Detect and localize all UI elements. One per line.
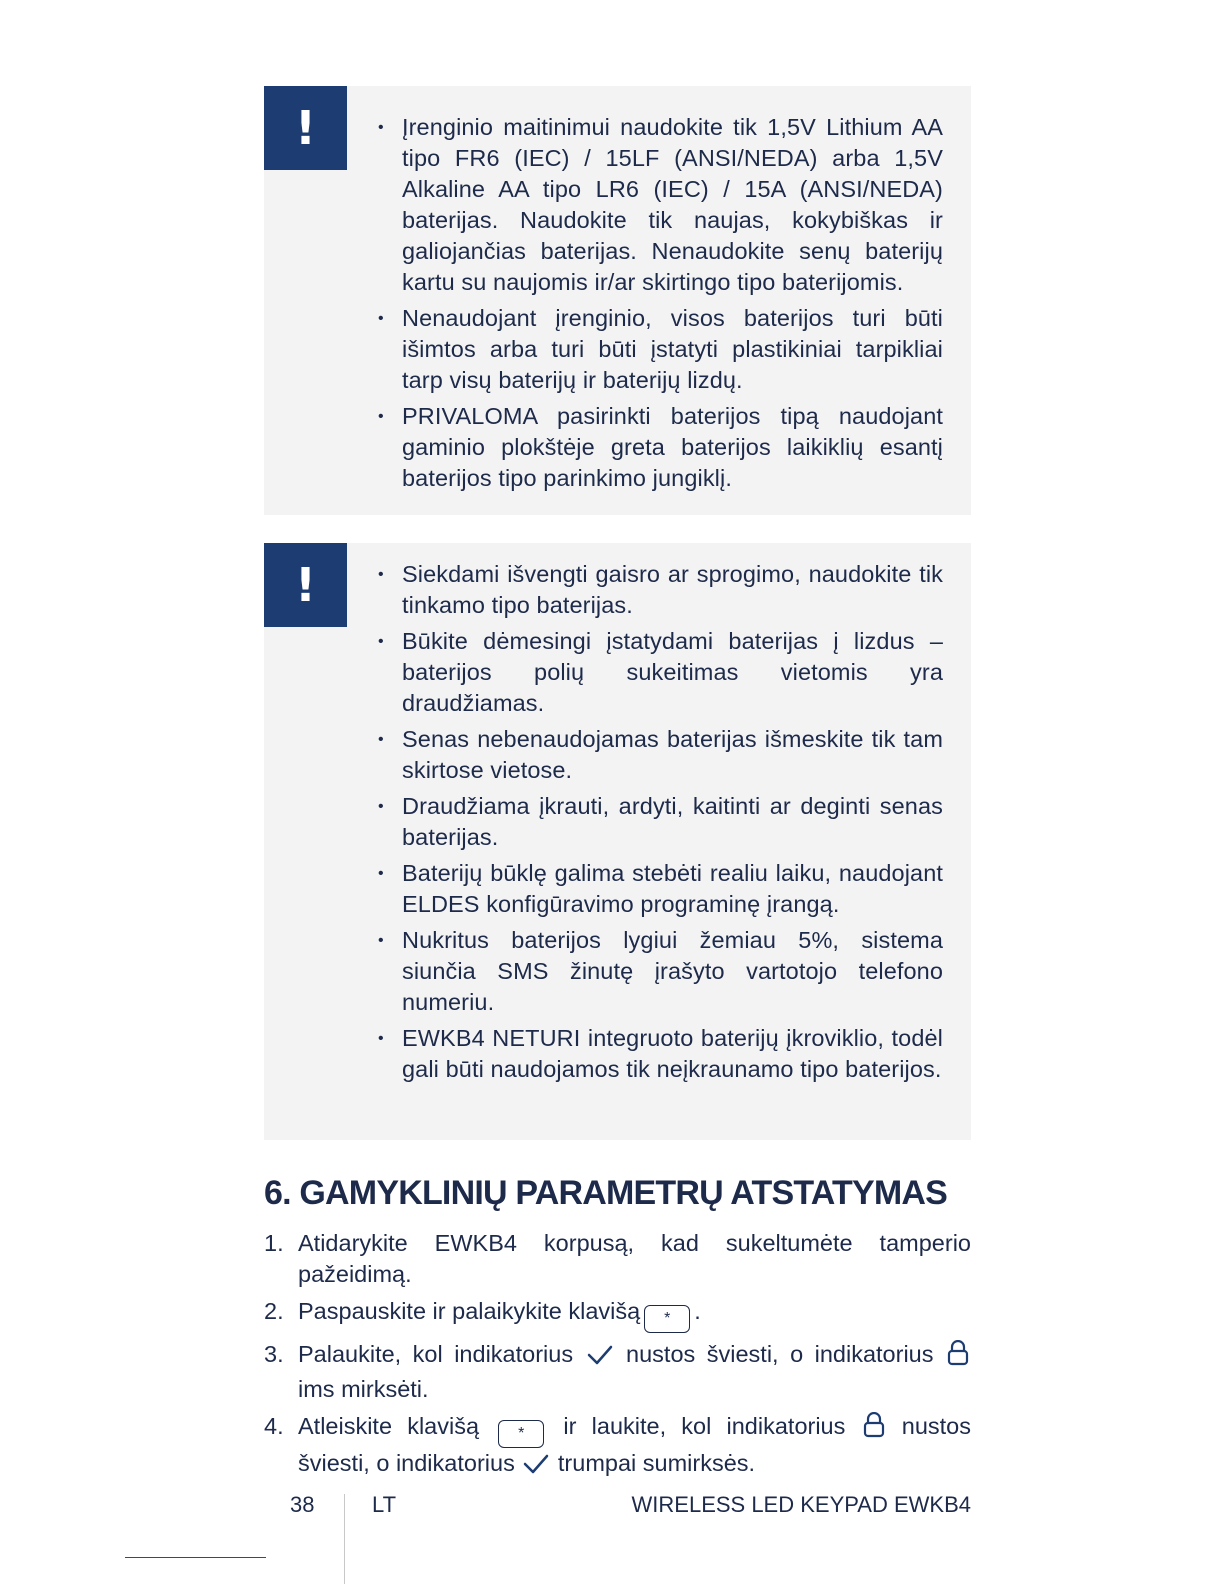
corner-rule bbox=[125, 1557, 266, 1558]
step-text: ims mirksėti. bbox=[298, 1376, 429, 1402]
lock-icon bbox=[947, 1340, 969, 1374]
footer-divider bbox=[344, 1494, 345, 1584]
warning-item: • Draudžiama įkrauti, ardyti, kaitinti ar deginti senas baterijas. bbox=[378, 791, 943, 853]
footer-product-name: WIRELESS LED KEYPAD EWKB4 bbox=[631, 1492, 971, 1517]
step-text: Palaukite, kol indikatorius bbox=[298, 1341, 574, 1367]
step-text: Atidarykite EWKB4 korpusą, kad sukeltumėte tamperio pažeidimą. bbox=[298, 1230, 971, 1287]
step-text: nustos šviesti, o indikatorius bbox=[626, 1341, 934, 1367]
checkmark-icon bbox=[523, 1452, 549, 1483]
warning-box-batteries bbox=[264, 86, 971, 515]
section-title: 6. GAMYKLINIŲ PARAMETRŲ ATSTATYMAS bbox=[264, 1174, 947, 1212]
step-text: ir laukite, kol indikatorius bbox=[563, 1413, 846, 1439]
step-number: 2. bbox=[264, 1298, 284, 1324]
exclamation-icon: ! bbox=[264, 86, 347, 170]
step-number: 3. bbox=[264, 1341, 284, 1367]
footer-language: LT bbox=[372, 1492, 397, 1517]
step-item bbox=[264, 1228, 971, 1290]
lock-icon bbox=[863, 1412, 885, 1446]
warning-item: • Siekdami išvengti gaisro ar sprogimo, naudokite tik tinkamo tipo baterijas. bbox=[378, 559, 943, 621]
step-number: 4. bbox=[264, 1413, 284, 1439]
checkmark-icon bbox=[587, 1343, 613, 1374]
step-number: 1. bbox=[264, 1230, 284, 1256]
warning-item: • Būkite dėmesingi įstatydami baterijas į lizdus – baterijos polių sukeitimas vietomis yra draudžiamas. bbox=[378, 626, 943, 719]
warning-item: • PRIVALOMA pasirinkti baterijos tipą naudojant gaminio plokštėje greta baterijos laikiklių esantį baterijos tipo parinkimo jungiklį. bbox=[378, 401, 943, 494]
step-text: trumpai sumirksės. bbox=[557, 1450, 756, 1476]
warning-list bbox=[378, 559, 943, 1090]
warning-item: • Baterijų būklę galima stebėti realiu laiku, naudojant ELDES konfigūravimo programinę įrangą. bbox=[378, 858, 943, 920]
step-item bbox=[264, 1411, 971, 1483]
step-item bbox=[264, 1296, 971, 1333]
asterisk-key-icon: * bbox=[644, 1305, 690, 1333]
asterisk-key-icon: * bbox=[498, 1420, 544, 1448]
warning-item: • Įrenginio maitinimui naudokite tik 1,5V Lithium AA tipo FR6 (IEC) / 15LF (ANSI/NEDA) arba 1,5V Alkaline AA tipo LR6 (IEC) / 15A (ANSI/NEDA) baterijas. Naudokite tik naujas, kokybiškas ir galiojančias baterijas. Nenaudokite senų baterijų kartu su naujomis ir/ar skirtingo tipo baterijomis. bbox=[378, 112, 943, 298]
page-number: 38 bbox=[290, 1492, 315, 1517]
warning-item: • EWKB4 NETURI integruoto baterijų įkroviklio, todėl gali būti naudojamos tik neįkraunamo tipo baterijos. bbox=[378, 1023, 943, 1085]
step-text: Atleiskite klavišą bbox=[298, 1413, 480, 1439]
reset-steps-list bbox=[264, 1228, 971, 1489]
step-text: nustos šviesti, o indikatorius bbox=[298, 1413, 972, 1476]
step-text: . bbox=[694, 1298, 701, 1324]
step-text: Paspauskite ir palaikykite klavišą bbox=[298, 1298, 641, 1324]
warning-item: • Nenaudojant įrenginio, visos baterijos turi būti išimtos arba turi būti įstatyti plastikiniai tarpikliai tarp visų baterijų ir baterijų lizdų. bbox=[378, 303, 943, 396]
warning-list bbox=[378, 112, 943, 499]
warning-box-safety bbox=[264, 543, 971, 1140]
step-item bbox=[264, 1339, 971, 1405]
exclamation-icon: ! bbox=[264, 543, 347, 627]
warning-item: • Nukritus baterijos lygiui žemiau 5%, sistema siunčia SMS žinutę įrašyto vartotojo telefono numeriu. bbox=[378, 925, 943, 1018]
warning-item: • Senas nebenaudojamas baterijas išmeskite tik tam skirtose vietose. bbox=[378, 724, 943, 786]
